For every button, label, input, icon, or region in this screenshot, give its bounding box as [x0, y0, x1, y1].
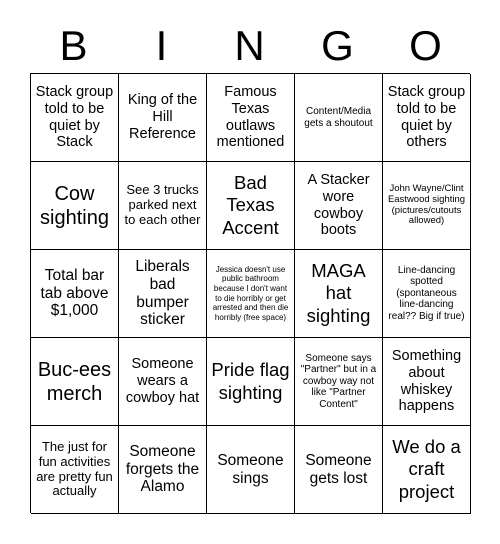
- bingo-cell[interactable]: Pride flag sighting: [207, 338, 295, 426]
- bingo-cell[interactable]: See 3 trucks parked next to each other: [119, 162, 207, 250]
- bingo-cell[interactable]: We do a craft project: [383, 426, 471, 514]
- bingo-cell[interactable]: Stack group told to be quiet by Stack: [31, 74, 119, 162]
- header-letter-g: G: [321, 22, 355, 69]
- bingo-cell[interactable]: Cow sighting: [31, 162, 119, 250]
- bingo-cell-free-space[interactable]: Jessica doesn't use public bathroom because I don't want to die horribly or get arrested and then die horribly (free space): [207, 250, 295, 338]
- bingo-cell[interactable]: Something about whiskey happens: [383, 338, 471, 426]
- bingo-cell[interactable]: The just for fun activities are pretty fun actually: [31, 426, 119, 514]
- header-letter-o: O: [409, 22, 443, 69]
- bingo-cell[interactable]: Someone forgets the Alamo: [119, 426, 207, 514]
- header-letter-b: B: [59, 22, 89, 69]
- bingo-cell[interactable]: Someone says "Partner" but in a cowboy way not like "Partner Content": [295, 338, 383, 426]
- bingo-cell[interactable]: Famous Texas outlaws mentioned: [207, 74, 295, 162]
- bingo-board: [30, 73, 470, 513]
- bingo-cell[interactable]: Bad Texas Accent: [207, 162, 295, 250]
- bingo-cell[interactable]: A Stacker wore cowboy boots: [295, 162, 383, 250]
- bingo-cell[interactable]: Stack group told to be quiet by others: [383, 74, 471, 162]
- bingo-cell[interactable]: Liberals bad bumper sticker: [119, 250, 207, 338]
- bingo-cell[interactable]: MAGA hat sighting: [295, 250, 383, 338]
- bingo-cell[interactable]: King of the Hill Reference: [119, 74, 207, 162]
- bingo-cell[interactable]: Content/Media gets a shoutout: [295, 74, 383, 162]
- bingo-header: [30, 20, 470, 72]
- bingo-cell[interactable]: Line-dancing spotted (spontaneous line-dancing real?? Big if true): [383, 250, 471, 338]
- bingo-cell[interactable]: Someone sings: [207, 426, 295, 514]
- bingo-cell[interactable]: John Wayne/Clint Eastwood sighting (pictures/cutouts allowed): [383, 162, 471, 250]
- bingo-cell[interactable]: Someone wears a cowboy hat: [119, 338, 207, 426]
- header-letter-i: I: [155, 22, 169, 69]
- bingo-cell[interactable]: Someone gets lost: [295, 426, 383, 514]
- header-letter-n: N: [234, 22, 266, 69]
- bingo-cell[interactable]: Buc-ees merch: [31, 338, 119, 426]
- bingo-cell[interactable]: Total bar tab above $1,000: [31, 250, 119, 338]
